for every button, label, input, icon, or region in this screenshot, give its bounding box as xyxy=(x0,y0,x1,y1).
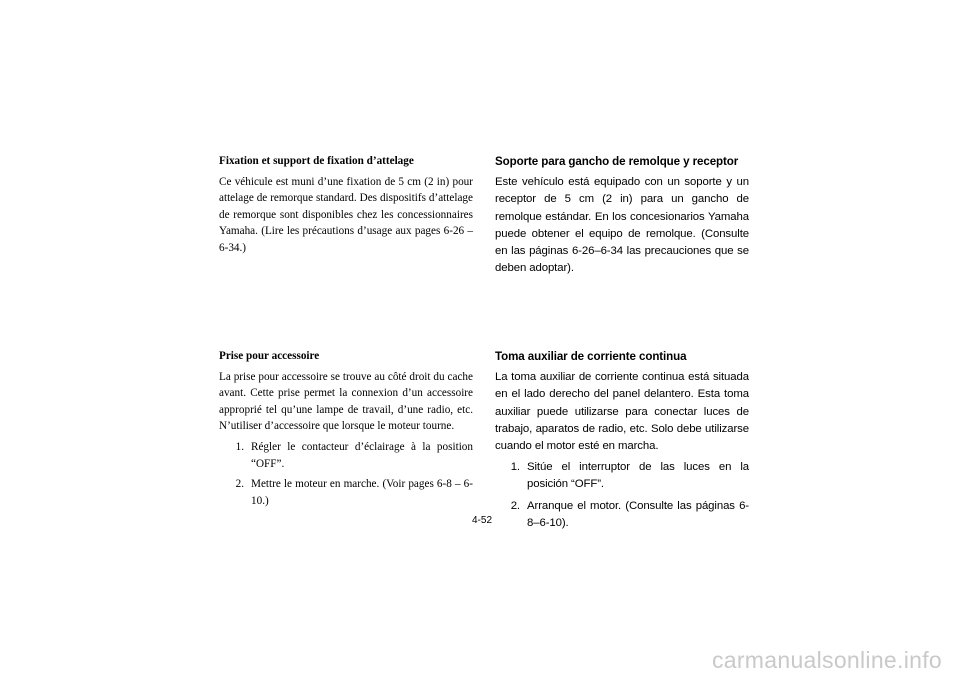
es-hitch-section xyxy=(495,153,749,277)
fr-outlet-steps xyxy=(219,439,473,509)
step-number: 2. xyxy=(510,499,520,512)
step-text: Arranque el motor. (Consulte las páginas 6-8–6-10). xyxy=(527,499,749,529)
fr-hitch-heading: Fixation et support de fixation d’attelage xyxy=(219,155,414,167)
fr-hitch-body: Ce véhicule est muni d’une fixation de 5 cm (2 in) pour attelage de remorque standard. Des dispositifs d’attelage de remorque sont disponibles chez les concessionnaires Yamaha. (Lire les précautions d’usage aux pages 6-26 – 6-34.) xyxy=(219,175,473,254)
es-outlet-section xyxy=(495,348,749,536)
fr-outlet-step xyxy=(219,439,473,472)
step-text: Sitúe el interruptor de las luces en la posición “OFF”. xyxy=(527,461,749,491)
es-outlet-step xyxy=(495,498,749,532)
fr-hitch-section xyxy=(219,153,473,257)
es-hitch-body: Este vehículo está equipado con un soporte y un receptor de 5 cm (2 in) para un gancho de remolque estándar. En los concesionarios Yamaha puede obtener el equipo de remolque. (Consulte en las páginas 6-26–6-34 las precauciones que se deben adoptar). xyxy=(495,176,749,275)
es-outlet-body: La toma auxiliar de corriente continua está situada en el lado derecho del panel delantero. Esta toma auxiliar puede utilizarse para conectar luces de trabajo, aparatos de radio, etc. Solo debe utilizarse cuando el motor esté en marcha. xyxy=(495,371,749,453)
es-outlet-step xyxy=(495,459,749,493)
fr-outlet-section xyxy=(219,348,473,513)
watermark: carmanualsonline.info xyxy=(711,647,942,673)
es-outlet-heading: Toma auxiliar de corriente continua xyxy=(495,350,687,363)
step-number: 2. xyxy=(235,478,244,491)
es-hitch-heading: Soporte para gancho de remolque y receptor xyxy=(495,155,739,168)
fr-outlet-body: La prise pour accessoire se trouve au côté droit du cache avant. Cette prise permet la connexion d’un accessoire approprié tel qu’une lampe de travail, d’une radio, etc. N’utiliser d’accessoire que lorsque le moteur tourne. xyxy=(219,370,473,433)
step-text: Mettre le moteur en marche. (Voir pages 6-8 – 6-10.) xyxy=(251,478,473,507)
es-outlet-steps xyxy=(495,459,749,532)
page-number: 4-52 xyxy=(471,515,492,526)
fr-outlet-step xyxy=(219,476,473,509)
step-text: Régler le contacteur d’éclairage à la position “OFF”. xyxy=(251,440,473,470)
step-number: 1. xyxy=(235,440,244,453)
step-number: 1. xyxy=(510,461,520,474)
fr-outlet-heading: Prise pour accessoire xyxy=(219,350,320,362)
